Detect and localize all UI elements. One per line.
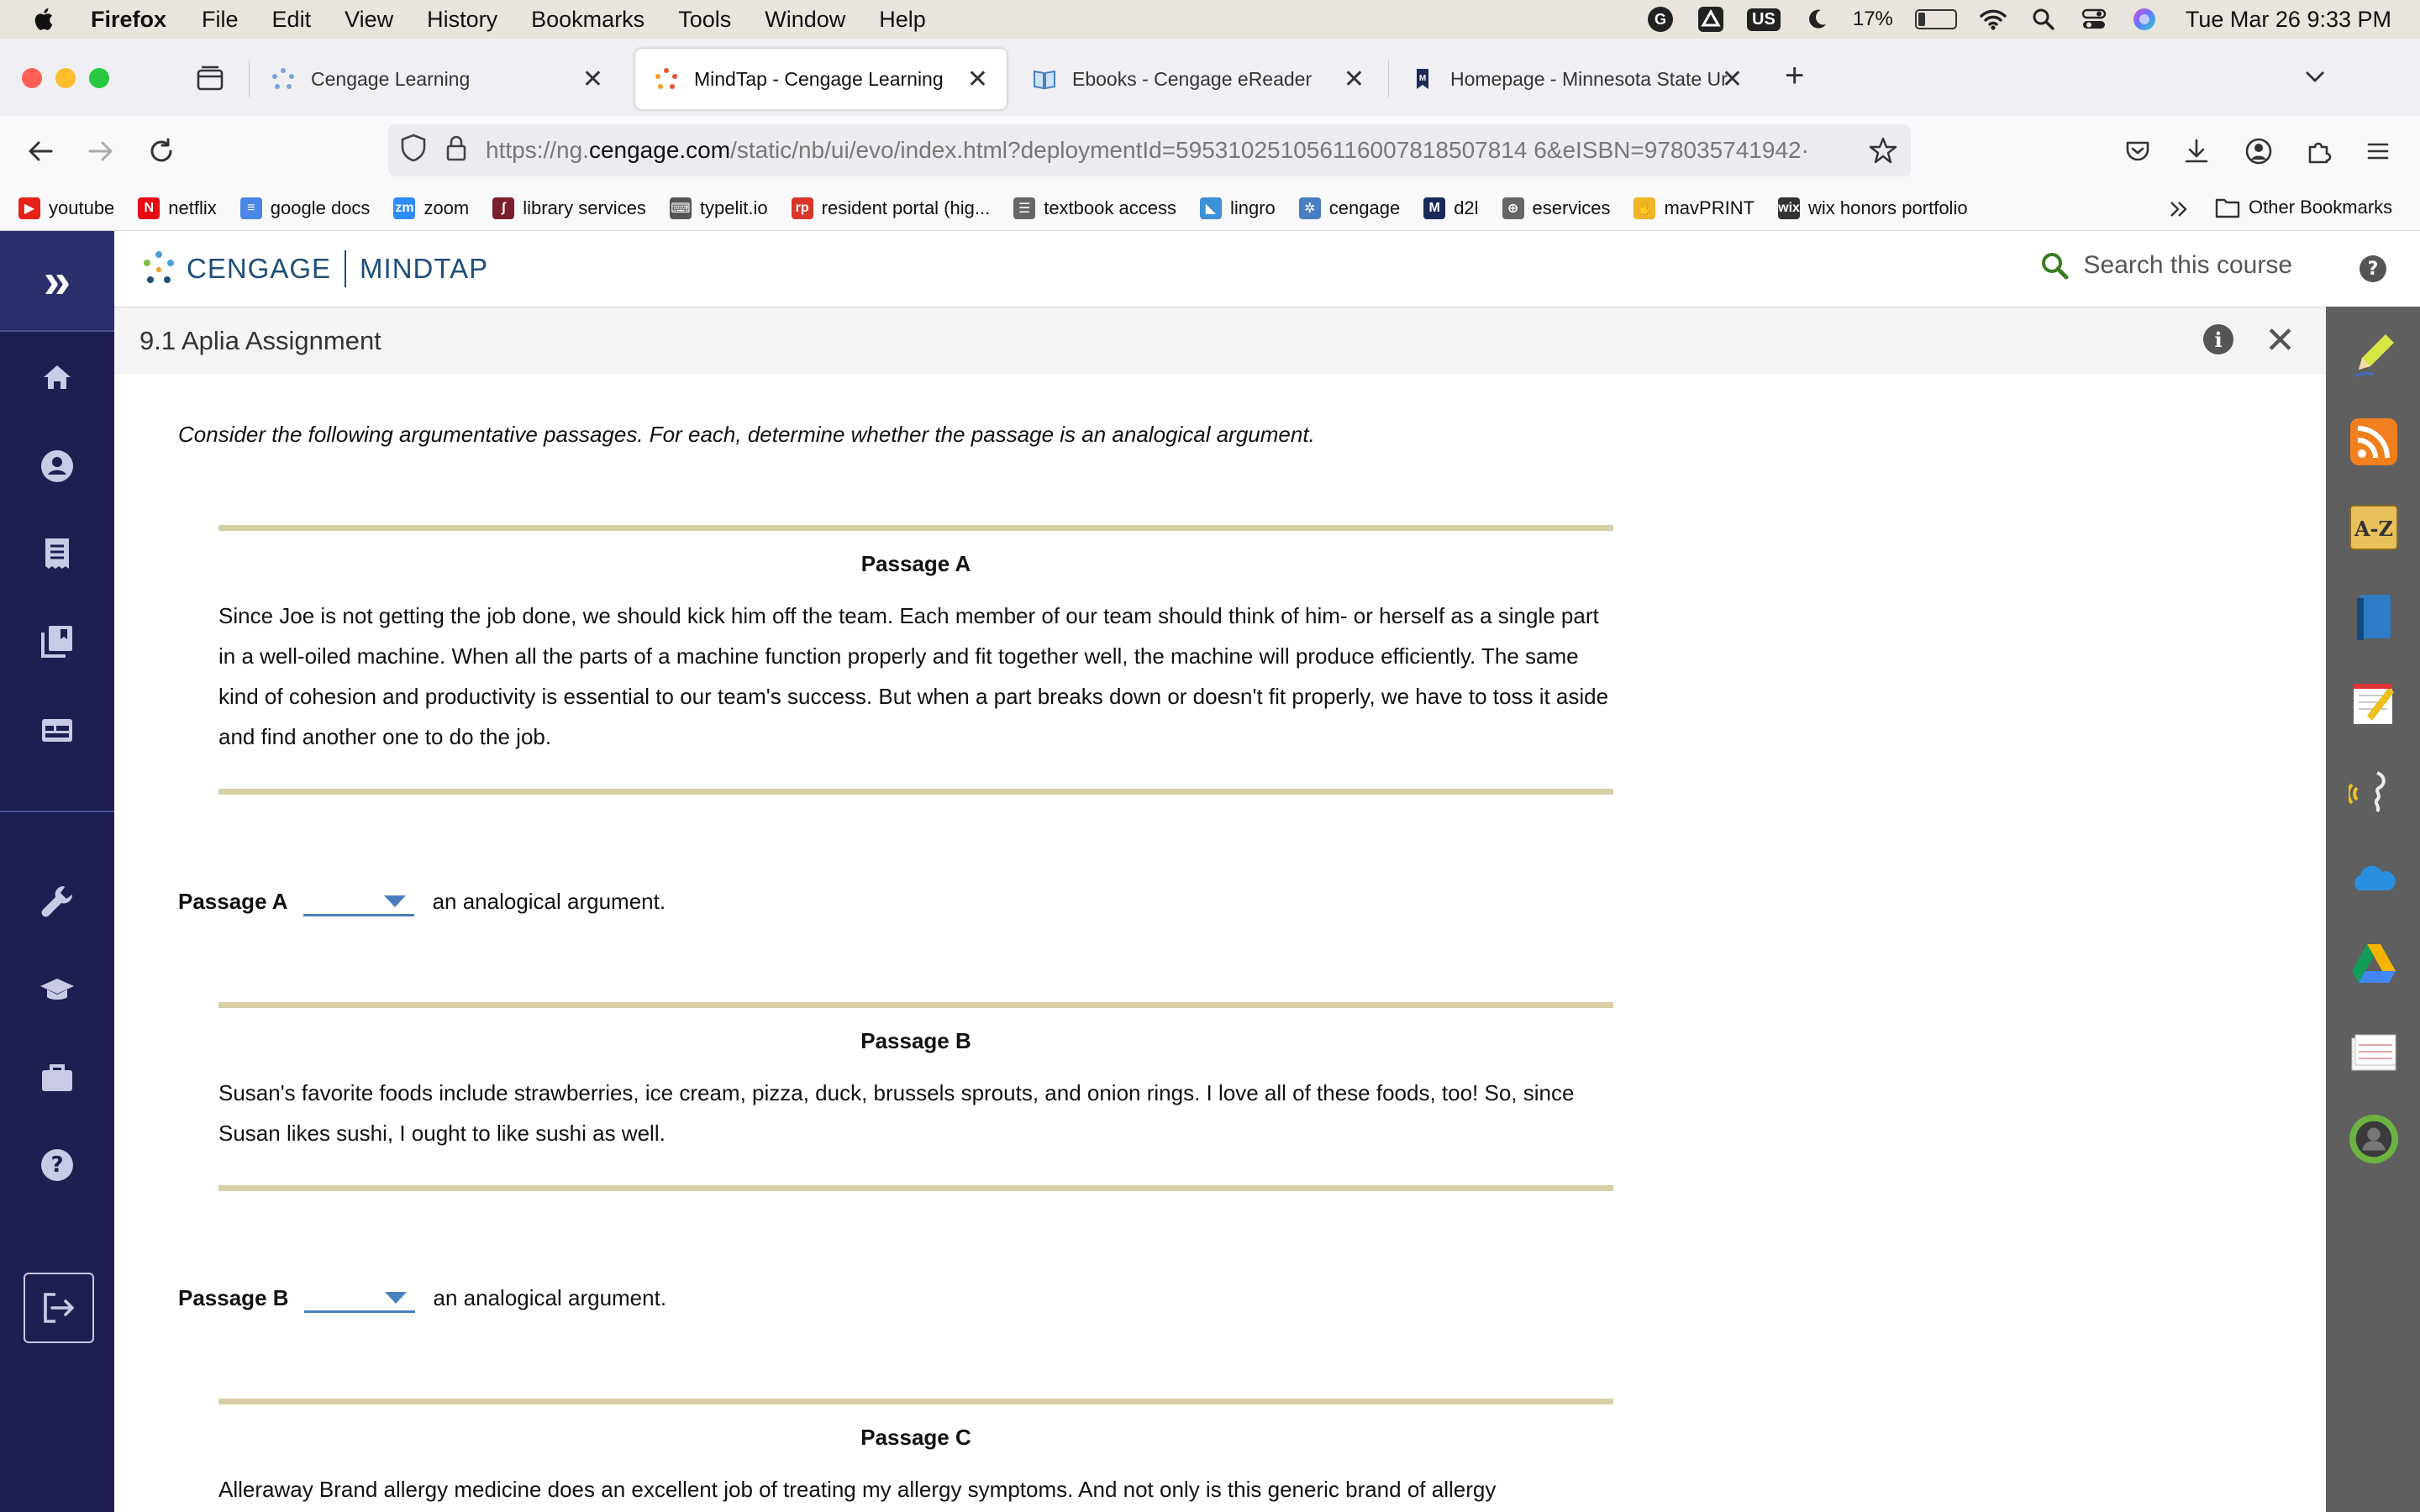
menu-bar-clock[interactable]: Tue Mar 26 9:33 PM xyxy=(2185,6,2391,32)
svg-text:G: G xyxy=(1655,11,1667,28)
grammarly-icon[interactable] xyxy=(1646,5,1675,34)
briefcase-icon[interactable] xyxy=(34,1054,81,1101)
menu-help[interactable]: Help xyxy=(879,6,926,32)
apple-icon[interactable] xyxy=(30,5,59,34)
bookmark-typelitio[interactable] xyxy=(670,197,768,219)
help-circle-icon xyxy=(2358,254,2388,284)
mindtap-favicon-icon xyxy=(654,66,679,92)
control-center-icon[interactable] xyxy=(2080,5,2108,34)
passage-heading: Passage B xyxy=(860,1028,971,1053)
bookmarks-toolbar xyxy=(0,186,2420,231)
bookmark-cengage[interactable] xyxy=(1299,197,1400,219)
tab-close-icon[interactable]: ✕ xyxy=(1721,65,1743,93)
tab-close-icon[interactable]: ✕ xyxy=(966,65,988,93)
passage-top-rule xyxy=(218,1399,1613,1404)
svg-text:?: ? xyxy=(2367,259,2379,280)
bookmark-label: library services xyxy=(523,197,646,218)
focus-moon-icon[interactable] xyxy=(1802,5,1831,34)
passage-top-rule xyxy=(218,525,1613,531)
flashcards-icon[interactable] xyxy=(2348,1026,2400,1078)
zoom-icon: zm xyxy=(393,197,415,219)
cengage-favicon-icon xyxy=(271,66,296,92)
passage-text: Since Joe is not getting the job done, we should kick him off the team. Each member of our team should think of him- or herself as a single part in a well-oiled machine. When all the parts of a machine function properly and fit together well, the machine will produce efficiently. The same kind of cohesion and productivity is essential to our team's success. But when a part breaks down or doesn't fit properly, we have to toss it aside and find another one to do the job. xyxy=(218,603,1609,749)
library-icon: ʃ xyxy=(492,197,514,219)
course-search[interactable] xyxy=(2040,251,2292,280)
url-prefix: https://ng. xyxy=(486,137,589,163)
bookmark-google[interactable] xyxy=(240,197,371,219)
more-bookmarks-chevron-icon[interactable] xyxy=(2166,197,2191,227)
extensions-puzzle-icon[interactable] xyxy=(2301,133,2338,170)
menu-view[interactable]: View xyxy=(345,6,394,32)
menu-history[interactable]: History xyxy=(427,6,498,32)
passage-c xyxy=(218,1399,1613,1509)
cengage-logo-icon xyxy=(139,249,178,288)
url-path: /static/nb/ui/evo/index.html?deploymentId=595310251056116007818507814 6&eISBN=978035741942· xyxy=(730,137,1809,163)
tab-close-icon[interactable]: ✕ xyxy=(1343,65,1365,93)
answer-row-a xyxy=(178,887,666,916)
activity-title-bar xyxy=(114,307,2326,375)
ebook-blue-book-icon[interactable] xyxy=(2348,591,2400,643)
address-bar[interactable] xyxy=(388,124,1911,176)
globe-icon: ⊕ xyxy=(1502,197,1524,219)
exit-course-button[interactable] xyxy=(24,1273,94,1343)
menu-bookmarks[interactable]: Bookmarks xyxy=(531,6,645,32)
svg-text:A-Z: A-Z xyxy=(2354,517,2394,541)
list-all-tabs-icon[interactable] xyxy=(2302,64,2328,93)
window-close-button[interactable] xyxy=(22,68,42,88)
search-placeholder: Search this course xyxy=(2083,251,2292,279)
bookmark-label: eservices xyxy=(1532,197,1611,218)
cengage-icon: ✲ xyxy=(1299,197,1321,219)
dropdown-caret-icon xyxy=(384,895,406,907)
answer-label: Passage B xyxy=(178,1285,289,1310)
reload-icon[interactable] xyxy=(143,133,180,170)
bookmark-label: mavPRINT xyxy=(1664,197,1755,218)
account-user-icon[interactable] xyxy=(34,443,81,490)
assignment-content xyxy=(114,375,2326,1512)
glossary-az-icon[interactable] xyxy=(2348,501,2400,554)
netflix-icon: N xyxy=(138,197,160,219)
dashboard-icon[interactable] xyxy=(34,706,81,753)
bookmark-label: typelit.io xyxy=(699,197,768,218)
tab-ebooks-ereader[interactable] xyxy=(1013,49,1383,109)
input-source-indicator[interactable]: US xyxy=(1747,8,1781,31)
bookmark-label: netflix xyxy=(168,197,217,218)
spotlight-search-icon[interactable] xyxy=(2029,5,2058,34)
expand-navigation-button[interactable]: » xyxy=(0,231,114,332)
learning-path-icon[interactable] xyxy=(34,530,81,577)
hamburger-menu-icon[interactable] xyxy=(2360,133,2396,170)
mindtap-left-navigation xyxy=(0,231,114,1512)
passage-b-answer-dropdown[interactable] xyxy=(304,1284,415,1313)
brand-cengage: CENGAGE xyxy=(187,253,332,284)
tracking-protection-shield-icon[interactable] xyxy=(400,134,427,168)
drive-status-icon[interactable] xyxy=(1697,5,1725,34)
readspeaker-audio-icon[interactable] xyxy=(2348,765,2400,817)
bookmark-label: textbook access xyxy=(1044,197,1176,218)
answer-suffix: an analogical argument. xyxy=(433,1285,667,1310)
passage-bottom-rule xyxy=(218,1185,1613,1191)
pocket-icon[interactable] xyxy=(2119,133,2156,170)
passage-heading: Passage A xyxy=(860,551,971,576)
tab-separator xyxy=(1388,60,1389,97)
menu-edit[interactable]: Edit xyxy=(271,6,312,32)
bookmark-star-icon[interactable] xyxy=(1869,136,1897,171)
resident-portal-icon: rp xyxy=(792,197,813,219)
svg-text:M: M xyxy=(1418,74,1427,83)
bookmark-eservices[interactable] xyxy=(1502,197,1611,219)
answer-label: Passage A xyxy=(178,889,288,914)
help-question-icon[interactable] xyxy=(34,1142,81,1189)
bookmark-label: google docs xyxy=(270,197,371,218)
passage-text: Susan's favorite foods include strawberries, ice cream, pizza, duck, brussels sprouts, and onion rings. I love all of these foods, too! So, since Susan likes sushi, I ought to like sushi as well. xyxy=(218,1080,1575,1146)
mindtap-app-dock xyxy=(2326,231,2420,1512)
url-text[interactable] xyxy=(486,137,1864,164)
bookmark-zoom[interactable] xyxy=(393,197,469,219)
graduation-cap-icon[interactable] xyxy=(34,967,81,1014)
battery-icon[interactable] xyxy=(1915,9,1957,29)
menu-tools[interactable]: Tools xyxy=(678,6,732,32)
bookmark-label: cengage xyxy=(1328,197,1401,218)
bookmark-library[interactable] xyxy=(492,197,646,219)
bookmark-lingro[interactable] xyxy=(1200,197,1276,219)
other-bookmarks[interactable] xyxy=(2215,197,2392,218)
mindtap-header xyxy=(114,231,2326,307)
browser-navigation-bar xyxy=(0,116,2420,186)
battery-percent: 17% xyxy=(1852,8,1893,30)
lock-icon[interactable] xyxy=(445,134,467,167)
bookmark-label: lingro xyxy=(1229,197,1276,218)
brand-mindtap: MINDTAP xyxy=(360,253,489,284)
notepad-icon[interactable] xyxy=(2348,678,2400,730)
ereader-book-icon xyxy=(1032,66,1057,92)
bookmark-label: d2l xyxy=(1454,197,1479,218)
tab-title: MindTap - Cengage Learning xyxy=(694,67,944,90)
typelit-icon: ⌨ xyxy=(670,197,692,219)
menu-file[interactable]: File xyxy=(202,6,239,32)
new-tab-button[interactable]: + xyxy=(1785,57,1805,94)
downloads-icon[interactable] xyxy=(2178,133,2215,170)
window-zoom-button[interactable] xyxy=(89,68,109,88)
other-bookmarks-label: Other Bookmarks xyxy=(2249,197,2393,218)
bookmark-wix[interactable] xyxy=(1778,197,1968,219)
passage-a xyxy=(218,525,1613,795)
answer-row-b xyxy=(178,1284,666,1313)
dock-help-button[interactable] xyxy=(2326,231,2420,307)
tab-minnesota-state[interactable] xyxy=(1392,49,1761,109)
passage-top-rule xyxy=(218,1002,1613,1008)
rail-divider xyxy=(0,811,114,812)
answer-suffix: an analogical argument. xyxy=(432,889,666,914)
bookmark-youtube[interactable] xyxy=(18,197,114,219)
folder-icon xyxy=(2215,197,2240,218)
tab-title: Ebooks - Cengage eReader xyxy=(1072,67,1313,90)
menu-firefox[interactable]: Firefox xyxy=(91,6,167,32)
youtube-icon: ▶ xyxy=(18,197,40,219)
ebook-reader-icon[interactable] xyxy=(34,617,81,664)
bookmarks-list xyxy=(18,197,1991,219)
info-icon[interactable]: i xyxy=(2203,324,2233,354)
exit-icon xyxy=(40,1289,77,1326)
macos-menu-bar xyxy=(0,0,2420,39)
notes-pencil-icon[interactable] xyxy=(2348,328,2400,381)
account-icon[interactable] xyxy=(2240,133,2277,170)
bookmark-textbook[interactable] xyxy=(1013,197,1176,219)
search-icon xyxy=(2040,251,2069,280)
bookmark-resident[interactable] xyxy=(792,197,991,219)
assignment-instruction: Consider the following argumentative passages. For each, determine whether the passage is an analogical argument. xyxy=(178,422,1315,447)
close-activity-icon[interactable]: ✕ xyxy=(2265,320,2296,361)
svg-text:?: ? xyxy=(50,1152,64,1178)
wix-icon: wix xyxy=(1778,197,1800,219)
dropdown-caret-icon xyxy=(385,1292,407,1304)
cengage-mindtap-logo[interactable] xyxy=(139,249,488,288)
onedrive-cloud-icon[interactable] xyxy=(2348,853,2400,905)
bookmark-label: zoom xyxy=(424,197,470,218)
home-icon[interactable] xyxy=(34,354,81,401)
firefox-view-icon[interactable] xyxy=(195,64,225,98)
d2l-icon: M xyxy=(1423,197,1445,219)
menu-window[interactable]: Window xyxy=(765,6,846,32)
tab-separator xyxy=(249,60,250,97)
tab-cengage-learning[interactable] xyxy=(252,49,622,109)
forward-arrow-icon[interactable] xyxy=(82,133,119,170)
bookmark-label: wix honors portfolio xyxy=(1808,197,1968,218)
bookmark-netflix[interactable] xyxy=(138,197,216,219)
tab-title: Cengage Learning xyxy=(311,67,471,90)
tab-close-icon[interactable]: ✕ xyxy=(581,65,603,93)
bookmark-d2l[interactable] xyxy=(1423,197,1478,219)
minnesota-state-favicon-icon xyxy=(1410,66,1435,92)
passage-text: Alleraway Brand allergy medicine does an excellent job of treating my allergy symptoms. And not only is this generic brand of allergy xyxy=(218,1477,1497,1502)
tab-mindtap[interactable] xyxy=(635,49,1007,109)
rss-feed-icon[interactable] xyxy=(2348,416,2400,468)
profile-avatar-icon[interactable] xyxy=(2348,1113,2400,1165)
activity-title: 9.1 Aplia Assignment xyxy=(139,326,381,355)
passage-a-answer-dropdown[interactable] xyxy=(303,887,414,916)
tab-title: Homepage - Minnesota State Ur xyxy=(1450,67,1728,90)
bookmark-label: youtube xyxy=(49,197,115,218)
passage-b xyxy=(218,1002,1613,1191)
window-minimize-button[interactable] xyxy=(55,68,76,88)
wifi-icon[interactable] xyxy=(1979,5,2007,34)
url-host: cengage.com xyxy=(588,137,731,163)
bookmark-mavprint[interactable] xyxy=(1634,197,1754,219)
google-docs-icon: ≡ xyxy=(240,197,262,219)
tools-wrench-icon[interactable] xyxy=(34,878,81,925)
textbook-icon: ☰ xyxy=(1013,197,1035,219)
passage-bottom-rule xyxy=(218,789,1613,795)
mavprint-icon: ✋ xyxy=(1634,197,1655,219)
google-drive-icon[interactable] xyxy=(2348,938,2400,990)
passage-heading: Passage C xyxy=(860,1425,971,1450)
back-arrow-icon[interactable] xyxy=(22,133,59,170)
bookmark-label: resident portal (hig... xyxy=(821,197,991,218)
lingro-icon: ◣ xyxy=(1200,197,1222,219)
brand-divider xyxy=(345,250,346,287)
siri-icon[interactable] xyxy=(2130,5,2159,34)
